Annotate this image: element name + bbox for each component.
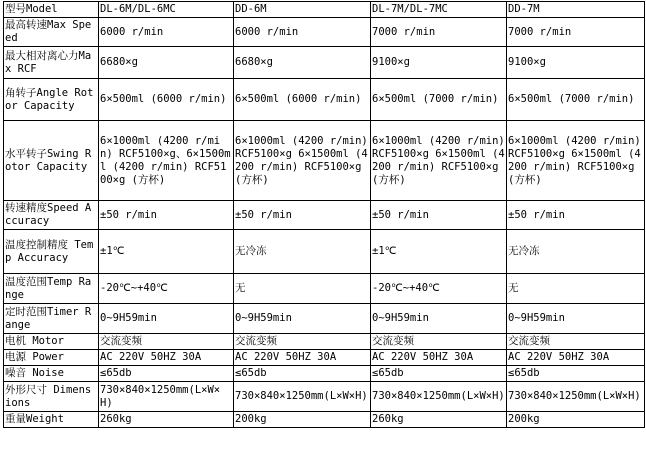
table-cell: AC 220V 50HZ 30A (507, 350, 645, 366)
table-cell: 交流变频 (99, 334, 234, 350)
row-label: 重量Weight (4, 412, 99, 428)
table-cell: ±1℃ (371, 230, 507, 274)
table-cell: -20℃~+40℃ (99, 274, 234, 304)
table-cell: 6×1000ml (4200 r/min) RCF5100×g、6×1500ml (4200 r/min) RCF5100×g (方杯) (99, 121, 234, 201)
table-cell: 6×1000ml (4200 r/min) RCF5100×g 6×1500ml (4200 r/min) RCF5100×g (方杯) (507, 121, 645, 201)
table-cell: 260kg (99, 412, 234, 428)
row-label: 定时范围Timer Range (4, 304, 99, 334)
table-cell: 无 (507, 274, 645, 304)
row-label: 外形尺寸 Dimensions (4, 382, 99, 412)
table-cell: 6×500ml (6000 r/min) (234, 79, 371, 121)
header-row (4, 2, 645, 18)
table-cell: 0~9H59min (99, 304, 234, 334)
spec-table (3, 1, 645, 428)
table-cell: 0~9H59min (507, 304, 645, 334)
table-cell: 6×1000ml (4200 r/min) RCF5100×g 6×1500ml (4200 r/min) RCF5100×g (方杯) (371, 121, 507, 201)
table-cell: ≤65db (234, 366, 371, 382)
table-cell: ≤65db (371, 366, 507, 382)
header-cell-dl-7m: DL-7M/DL-7MC (371, 2, 507, 18)
table-cell: -20℃~+40℃ (371, 274, 507, 304)
table-cell: ±50 r/min (507, 201, 645, 230)
table-cell: 260kg (371, 412, 507, 428)
table-cell: ±50 r/min (371, 201, 507, 230)
table-row (4, 274, 645, 304)
table-cell: AC 220V 50HZ 30A (371, 350, 507, 366)
spec-table-container (3, 1, 645, 428)
table-cell: 无 (234, 274, 371, 304)
table-cell: ±50 r/min (234, 201, 371, 230)
row-label: 噪音 Noise (4, 366, 99, 382)
table-row (4, 201, 645, 230)
table-cell: 730×840×1250mm(L×W×H) (371, 382, 507, 412)
table-cell: ±1℃ (99, 230, 234, 274)
table-row (4, 366, 645, 382)
table-cell: AC 220V 50HZ 30A (99, 350, 234, 366)
table-cell: 无冷冻 (507, 230, 645, 274)
table-row (4, 334, 645, 350)
table-cell: 7000 r/min (371, 18, 507, 47)
header-cell-dd-6m: DD-6M (234, 2, 371, 18)
table-cell: 6680×g (234, 47, 371, 79)
table-cell: 6×1000ml (4200 r/min) RCF5100×g 6×1500ml (4200 r/min) RCF5100×g (方杯) (234, 121, 371, 201)
table-cell: 200kg (507, 412, 645, 428)
row-label: 电源 Power (4, 350, 99, 366)
row-label: 转速精度Speed Accuracy (4, 201, 99, 230)
table-cell: 200kg (234, 412, 371, 428)
table-cell: ≤65db (507, 366, 645, 382)
table-cell: ≤65db (99, 366, 234, 382)
table-cell: 交流变频 (507, 334, 645, 350)
table-cell: 9100×g (371, 47, 507, 79)
header-cell-dl-6m: DL-6M/DL-6MC (99, 2, 234, 18)
table-row (4, 382, 645, 412)
table-row (4, 47, 645, 79)
row-label: 温度范围Temp Range (4, 274, 99, 304)
table-cell: 730×840×1250mm(L×W×H) (234, 382, 371, 412)
table-row (4, 412, 645, 428)
row-label: 电机 Motor (4, 334, 99, 350)
table-row (4, 121, 645, 201)
table-cell: 无冷冻 (234, 230, 371, 274)
row-label: 温度控制精度 Temp Accuracy (4, 230, 99, 274)
row-label: 水平转子Swing Rotor Capacity (4, 121, 99, 201)
table-row (4, 79, 645, 121)
table-cell: AC 220V 50HZ 30A (234, 350, 371, 366)
table-cell: 9100×g (507, 47, 645, 79)
table-cell: 0~9H59min (371, 304, 507, 334)
row-label: 角转子Angle Rotor Capacity (4, 79, 99, 121)
table-cell: 7000 r/min (507, 18, 645, 47)
table-cell: 6×500ml (7000 r/min) (507, 79, 645, 121)
table-cell: 6000 r/min (99, 18, 234, 47)
table-cell: 6000 r/min (234, 18, 371, 47)
table-cell: 730×840×1250mm(L×W×H) (507, 382, 645, 412)
table-cell: ±50 r/min (99, 201, 234, 230)
table-cell: 交流变频 (234, 334, 371, 350)
table-cell: 6×500ml (7000 r/min) (371, 79, 507, 121)
table-cell: 交流变频 (371, 334, 507, 350)
row-label: 最高转速Max Speed (4, 18, 99, 47)
table-row (4, 230, 645, 274)
table-cell: 6×500ml (6000 r/min) (99, 79, 234, 121)
table-cell: 0~9H59min (234, 304, 371, 334)
table-cell: 730×840×1250mm(L×W×H) (99, 382, 234, 412)
header-cell-dd-7m: DD-7M (507, 2, 645, 18)
table-cell: 6680×g (99, 47, 234, 79)
row-label: 最大相对离心力Max RCF (4, 47, 99, 79)
header-cell-model-label: 型号Model (4, 2, 99, 18)
table-row (4, 350, 645, 366)
table-row (4, 304, 645, 334)
table-row (4, 18, 645, 47)
